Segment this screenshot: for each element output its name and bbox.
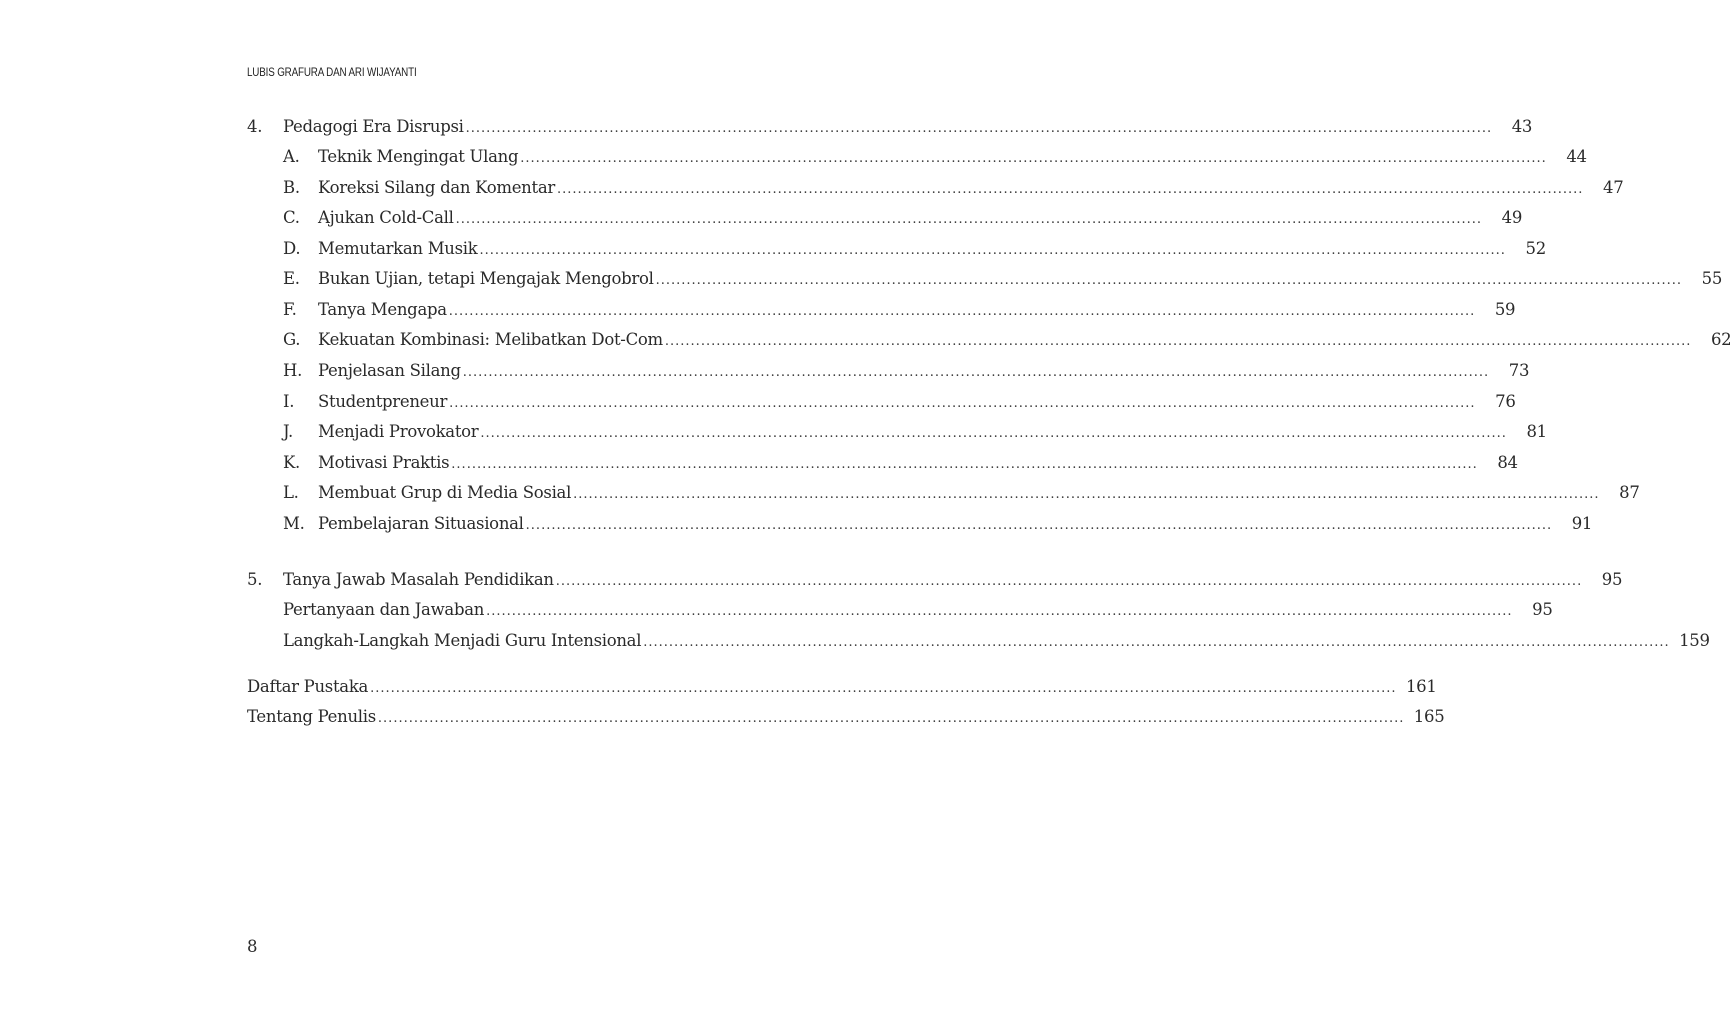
toc-entry-title: Pertanyaan dan Jawaban	[283, 600, 485, 619]
running-head: LUBIS GRAFURA DAN ARI WIJAYANTI	[247, 65, 417, 79]
toc-entry-title: Motivasi Praktis	[318, 453, 450, 472]
toc-entry-title: Bukan Ujian, tetapi Mengajak Mengobrol	[318, 269, 654, 288]
toc-dot-leader: ........................................................................................................................................................................................................	[462, 365, 1490, 380]
toc-page-number: 81	[1526, 422, 1547, 441]
toc-page-number: 73	[1508, 361, 1530, 380]
toc-section-letter: I.	[283, 392, 295, 411]
toc-page-number: 84	[1497, 453, 1518, 472]
toc-entry	[247, 453, 1518, 477]
toc-dot-leader: ........................................................................................................................................................................................................	[448, 304, 1476, 319]
toc-dot-leader: ........................................................................................................................................................................................................	[465, 121, 1493, 136]
toc-entry-title: Tanya Mengapa	[318, 300, 447, 319]
toc-page-number: 55	[1701, 269, 1723, 288]
toc-dot-leader: ........................................................................................................................................................................................................	[555, 574, 1583, 589]
toc-dot-leader: ........................................................................................................................................................................................................	[520, 151, 1547, 166]
toc-entry-title: Koreksi Silang dan Komentar	[318, 178, 555, 197]
toc-dot-leader: ........................................................................................................................................................................................................	[377, 711, 1405, 726]
toc-entry	[247, 239, 1546, 263]
toc-entry	[247, 677, 1437, 701]
toc-section-letter: B.	[283, 178, 300, 197]
toc-page-number: 87	[1619, 483, 1640, 502]
toc-section-letter: D.	[283, 239, 301, 258]
toc-entry-title: Penjelasan Silang	[318, 361, 461, 380]
toc-dot-leader: ........................................................................................................................................................................................................	[451, 457, 1478, 472]
toc-dot-leader: ........................................................................................................................................................................................................	[664, 334, 1692, 349]
toc-page-number: 43	[1511, 117, 1533, 136]
toc-section-letter: E.	[283, 269, 300, 288]
toc-page-number: 159	[1679, 631, 1710, 650]
toc-entry-title: Tentang Penulis	[247, 707, 376, 726]
toc-page-number: 95	[1601, 570, 1623, 589]
toc-section-letter: L.	[283, 483, 299, 502]
toc-chapter-number: 4.	[247, 117, 263, 136]
toc-dot-leader: ........................................................................................................................................................................................................	[480, 426, 1507, 441]
toc-dot-leader: ........................................................................................................................................................................................................	[556, 182, 1584, 197]
toc-section-letter: A.	[283, 147, 300, 166]
toc-entry	[247, 707, 1445, 731]
toc-dot-leader: ........................................................................................................................................................................................................	[455, 212, 1483, 227]
toc-dot-leader: ........................................................................................................................................................................................................	[655, 273, 1683, 288]
toc-entry	[247, 514, 1593, 538]
page-number: 8	[247, 937, 258, 956]
toc-entry-title: Studentpreneur	[318, 392, 448, 411]
toc-entry-title: Ajukan Cold-Call	[318, 208, 454, 227]
toc-page-number: 95	[1532, 600, 1553, 619]
toc-dot-leader: ........................................................................................................................................................................................................	[573, 487, 1600, 502]
toc-entry	[247, 178, 1624, 202]
toc-entry-title: Membuat Grup di Media Sosial	[318, 483, 572, 502]
toc-chapter-number: 5.	[247, 570, 263, 589]
toc-section-letter: F.	[283, 300, 297, 319]
toc-entry	[247, 570, 1623, 594]
toc-section-letter: M.	[283, 514, 305, 533]
toc-section-letter: G.	[283, 330, 301, 349]
toc-dot-leader: ........................................................................................................................................................................................................	[370, 681, 1397, 696]
toc-entry-title: Memutarkan Musik	[318, 239, 478, 258]
toc-page-number: 76	[1495, 392, 1516, 411]
toc-entry	[247, 600, 1553, 624]
toc-entry	[247, 330, 1731, 354]
toc-page-number: 91	[1571, 514, 1593, 533]
toc-dot-leader: ........................................................................................................................................................................................................	[449, 396, 1476, 411]
toc-entry-title: Pedagogi Era Disrupsi	[283, 117, 464, 136]
toc-entry	[247, 117, 1533, 141]
toc-section-letter: C.	[283, 208, 300, 227]
toc-entry	[247, 392, 1516, 416]
toc-entry	[247, 208, 1523, 232]
toc-page-number: 49	[1501, 208, 1523, 227]
toc-entry	[247, 147, 1587, 171]
toc-entry-title: Pembelajaran Situasional	[318, 514, 524, 533]
toc-entry-title: Menjadi Provokator	[318, 422, 479, 441]
toc-entry-title: Daftar Pustaka	[247, 677, 369, 696]
toc-entry	[247, 483, 1640, 507]
toc-page-number: 161	[1405, 677, 1437, 696]
toc-entry-title: Langkah-Langkah Menjadi Guru Intensional	[283, 631, 642, 650]
toc-entry	[247, 361, 1530, 385]
toc-entry-title: Tanya Jawab Masalah Pendidikan	[283, 570, 554, 589]
toc-page-number: 47	[1603, 178, 1624, 197]
toc-dot-leader: ........................................................................................................................................................................................................	[479, 243, 1506, 258]
toc-dot-leader: ........................................................................................................................................................................................................	[486, 604, 1513, 619]
toc-entry	[247, 422, 1547, 446]
toc-entry	[247, 631, 1710, 655]
toc-page-number: 52	[1525, 239, 1546, 258]
toc-section-letter: K.	[283, 453, 300, 472]
toc-entry-title: Teknik Mengingat Ulang	[318, 147, 519, 166]
toc-entry	[247, 300, 1516, 324]
toc-dot-leader: ........................................................................................................................................................................................................	[643, 635, 1670, 650]
toc-page-number: 59	[1494, 300, 1516, 319]
toc-section-letter: H.	[283, 361, 303, 380]
toc-dot-leader: ........................................................................................................................................................................................................	[525, 518, 1553, 533]
toc-section-letter: J.	[283, 422, 293, 441]
toc-entry-title: Kekuatan Kombinasi: Melibatkan Dot-Com	[318, 330, 663, 349]
toc-page-number: 44	[1566, 147, 1587, 166]
toc-page-number: 62	[1710, 330, 1731, 349]
toc-page-number: 165	[1413, 707, 1445, 726]
toc-entry	[247, 269, 1723, 293]
